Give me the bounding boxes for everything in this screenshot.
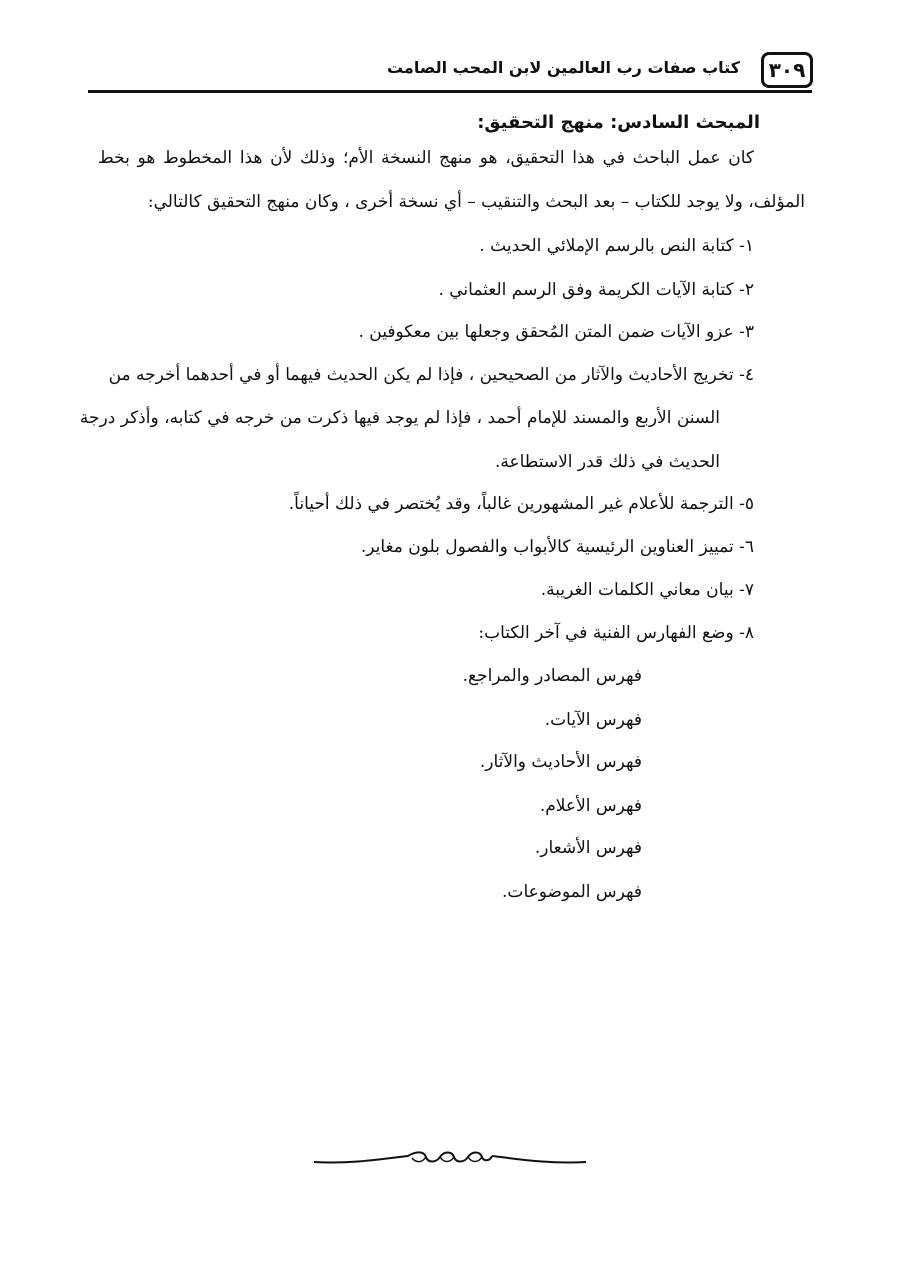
index-item: فهرس الأشعار. [534,838,642,858]
step-1: ١- كتابة النص بالرسم الإملائي الحديث . [479,236,754,256]
word: النسخة [381,148,432,168]
word: التحقيق، [505,148,565,168]
word: عمل [687,148,721,168]
header-rule [88,90,812,93]
step-3: ٣- عزو الآيات ضمن المتن المُحقق وجعلها بين معكوفين . [358,322,754,342]
step-4-line-3: الحديث في ذلك قدر الاستطاعة. [494,452,720,472]
word: في [602,148,625,168]
step-5: ٥- الترجمة للأعلام غير المشهورين غالباً، وقد يُختصر في ذلك أحياناً. [288,494,754,514]
word: بخط [98,148,130,168]
word: هو [137,148,156,168]
section-heading: المبحث السادس: منهج التحقيق: [477,112,760,133]
index-item: فهرس الأحاديث والآثار. [479,752,642,772]
step-8: ٨- وضع الفهارس الفنية في آخر الكتاب: [478,623,754,643]
step-2: ٢- كتابة الآيات الكريمة وفق الرسم العثماني . [438,280,754,300]
page-number [761,52,813,88]
intro-line-2: المؤلف، ولا يوجد للكتاب – بعد البحث والتنقيب – أي نسخة أخرى ، وكان منهج التحقيق كالتالي: [147,192,805,212]
word: الباحث [632,148,680,168]
index-item: فهرس الموضوعات. [502,882,642,902]
running-title: كتاب صفات رب العالمين لابن المحب الصامت [386,58,740,77]
word: لأن [270,148,293,168]
step-4-line-2: السنن الأربع والمسند للإمام أحمد ، فإذا لم يوجد فيها ذكرت من خرجه في كتابه، وأذكر درجة [79,408,720,428]
intro-line-1 [98,148,754,168]
word: كان [728,148,754,168]
word: المخطوط [162,148,233,168]
word: هذا [572,148,595,168]
step-4-line-1: ٤- تخريج الأحاديث والآثار من الصحيحين ، فإذا لم يكن الحديث فيهما أو في أحدهما أخرجه من [108,365,754,385]
word: هذا [239,148,263,168]
flourish-ornament-icon [312,1145,588,1175]
index-item: فهرس المصادر والمراجع. [462,666,642,686]
word: هو [479,148,498,168]
step-7: ٧- بيان معاني الكلمات الغريبة. [540,580,754,600]
index-item: فهرس الأعلام. [539,796,642,816]
word: وذلك [300,148,336,168]
index-item: فهرس الآيات. [544,710,642,730]
step-6: ٦- تمييز العناوين الرئيسية كالأبواب والفصول بلون مغاير. [360,537,754,557]
page-number-text: ٣٠٩ [768,58,806,82]
word: منهج [439,148,473,168]
word: الأم؛ [342,148,374,168]
